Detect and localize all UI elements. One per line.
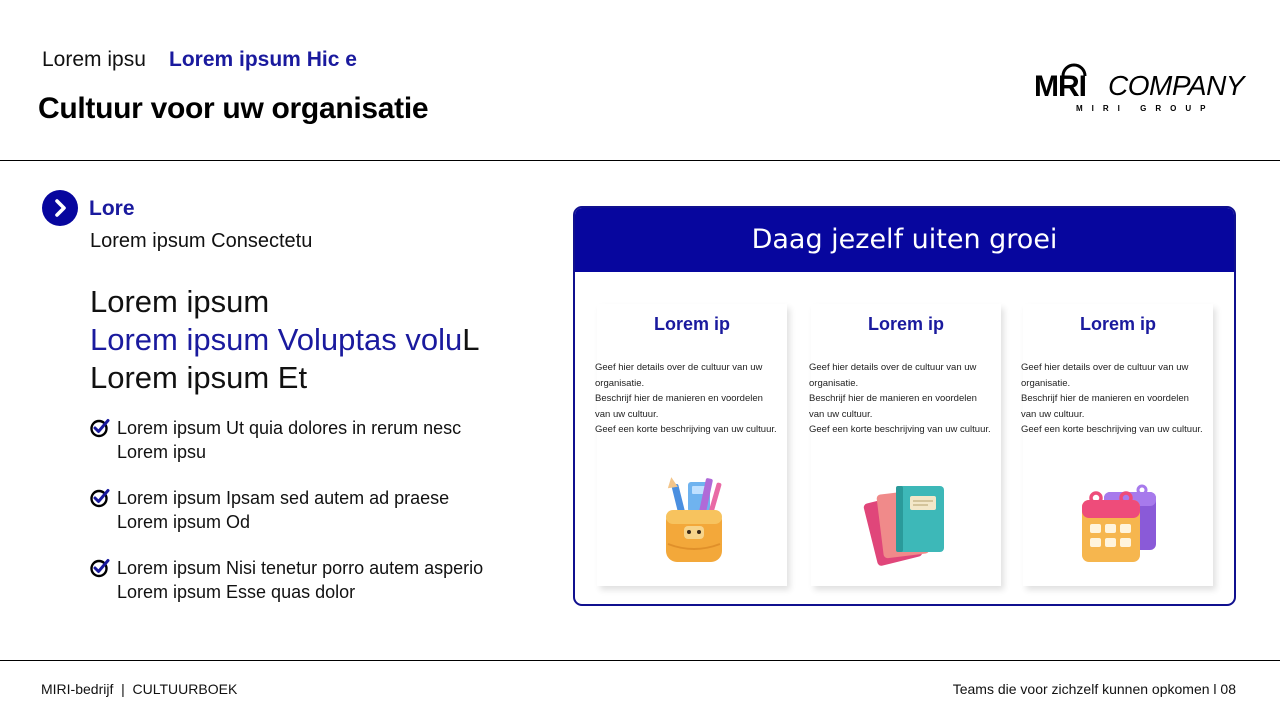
card-body-line: Geef een korte beschrijving van uw cultuur. bbox=[809, 424, 991, 435]
checklist-item-line1: Lorem ipsum Ipsam sed autem ad praese bbox=[117, 488, 450, 508]
panel-title: Daag jezelf uiten groei bbox=[575, 208, 1234, 272]
card-title: Lorem ip bbox=[867, 314, 944, 334]
footer-divider bbox=[0, 660, 1280, 661]
culture-panel bbox=[573, 206, 1236, 606]
logo-group: MIRI GROUP bbox=[1076, 104, 1215, 113]
footer-right: Teams die voor zichzelf kunnen opkomen l 08 bbox=[952, 681, 1236, 697]
section-subheading: Lorem ipsum Consectetu bbox=[90, 230, 313, 252]
pencil-case-icon bbox=[642, 474, 742, 574]
checklist-item bbox=[90, 486, 530, 534]
card-body bbox=[595, 360, 777, 438]
footer-left: MIRI-bedrijf | CULTUURBOEK bbox=[41, 681, 238, 697]
highlight-line-2 bbox=[90, 322, 479, 358]
check-circle-icon bbox=[90, 418, 110, 438]
card-body-line: Geef hier details over de cultuur van uw organisatie. bbox=[1021, 362, 1189, 389]
card-body-line: Geef een korte beschrijving van uw cultuur. bbox=[595, 424, 777, 435]
checklist-item bbox=[90, 556, 530, 604]
card-body bbox=[1021, 360, 1203, 438]
books-icon bbox=[856, 474, 956, 574]
header-kicker: Lorem ipsu bbox=[42, 48, 146, 71]
culture-card bbox=[1023, 304, 1213, 586]
card-body-line: Geef hier details over de cultuur van uw organisatie. bbox=[809, 362, 977, 389]
logo-mark: MRI bbox=[1034, 70, 1086, 103]
header-kicker-accent: Lorem ipsum Hic e bbox=[169, 48, 357, 71]
checklist-item-line1: Lorem ipsum Ut quia dolores in rerum nesc bbox=[117, 418, 462, 438]
calendar-icon bbox=[1068, 474, 1168, 574]
card-body-line: Geef hier details over de cultuur van uw organisatie. bbox=[595, 362, 763, 389]
check-circle-icon bbox=[90, 488, 110, 508]
header-divider bbox=[0, 160, 1280, 161]
card-body-line: Beschrijf hier de manieren en voordelen van uw cultuur. bbox=[1021, 393, 1189, 420]
checklist-item bbox=[90, 416, 530, 464]
card-body-line: Beschrijf hier de manieren en voordelen van uw cultuur. bbox=[595, 393, 763, 420]
check-circle-icon bbox=[90, 558, 110, 578]
card-body-line: Beschrijf hier de manieren en voordelen van uw cultuur. bbox=[809, 393, 977, 420]
card-title: Lorem ip bbox=[653, 314, 730, 334]
highlight-line-2-accent: Lorem ipsum Voluptas volu bbox=[90, 322, 463, 357]
checklist-item-line2: Lorem ipsu bbox=[117, 442, 207, 462]
card-title: Lorem ip bbox=[1079, 314, 1156, 334]
highlight-line-1: Lorem ipsum bbox=[90, 284, 270, 319]
card-body bbox=[809, 360, 991, 438]
checklist-item-line2: Lorem ipsum Od bbox=[117, 512, 251, 532]
section-heading: Lore bbox=[89, 197, 135, 220]
culture-card bbox=[811, 304, 1001, 586]
card-body-line: Geef een korte beschrijving van uw cultuur. bbox=[1021, 424, 1203, 435]
culture-card bbox=[597, 304, 787, 586]
highlight-line-2-tail: L bbox=[462, 322, 480, 357]
chevron-right-icon bbox=[42, 190, 78, 226]
checklist-item-line2: Lorem ipsum Esse quas dolor bbox=[117, 582, 356, 602]
company-logo bbox=[1034, 66, 1244, 116]
checklist-item-line1: Lorem ipsum Nisi tenetur porro autem asperio bbox=[117, 558, 484, 578]
highlight-line-3: Lorem ipsum Et bbox=[90, 360, 308, 395]
page-title: Cultuur voor uw organisatie bbox=[38, 92, 429, 125]
logo-company: COMPANY bbox=[1108, 70, 1244, 101]
